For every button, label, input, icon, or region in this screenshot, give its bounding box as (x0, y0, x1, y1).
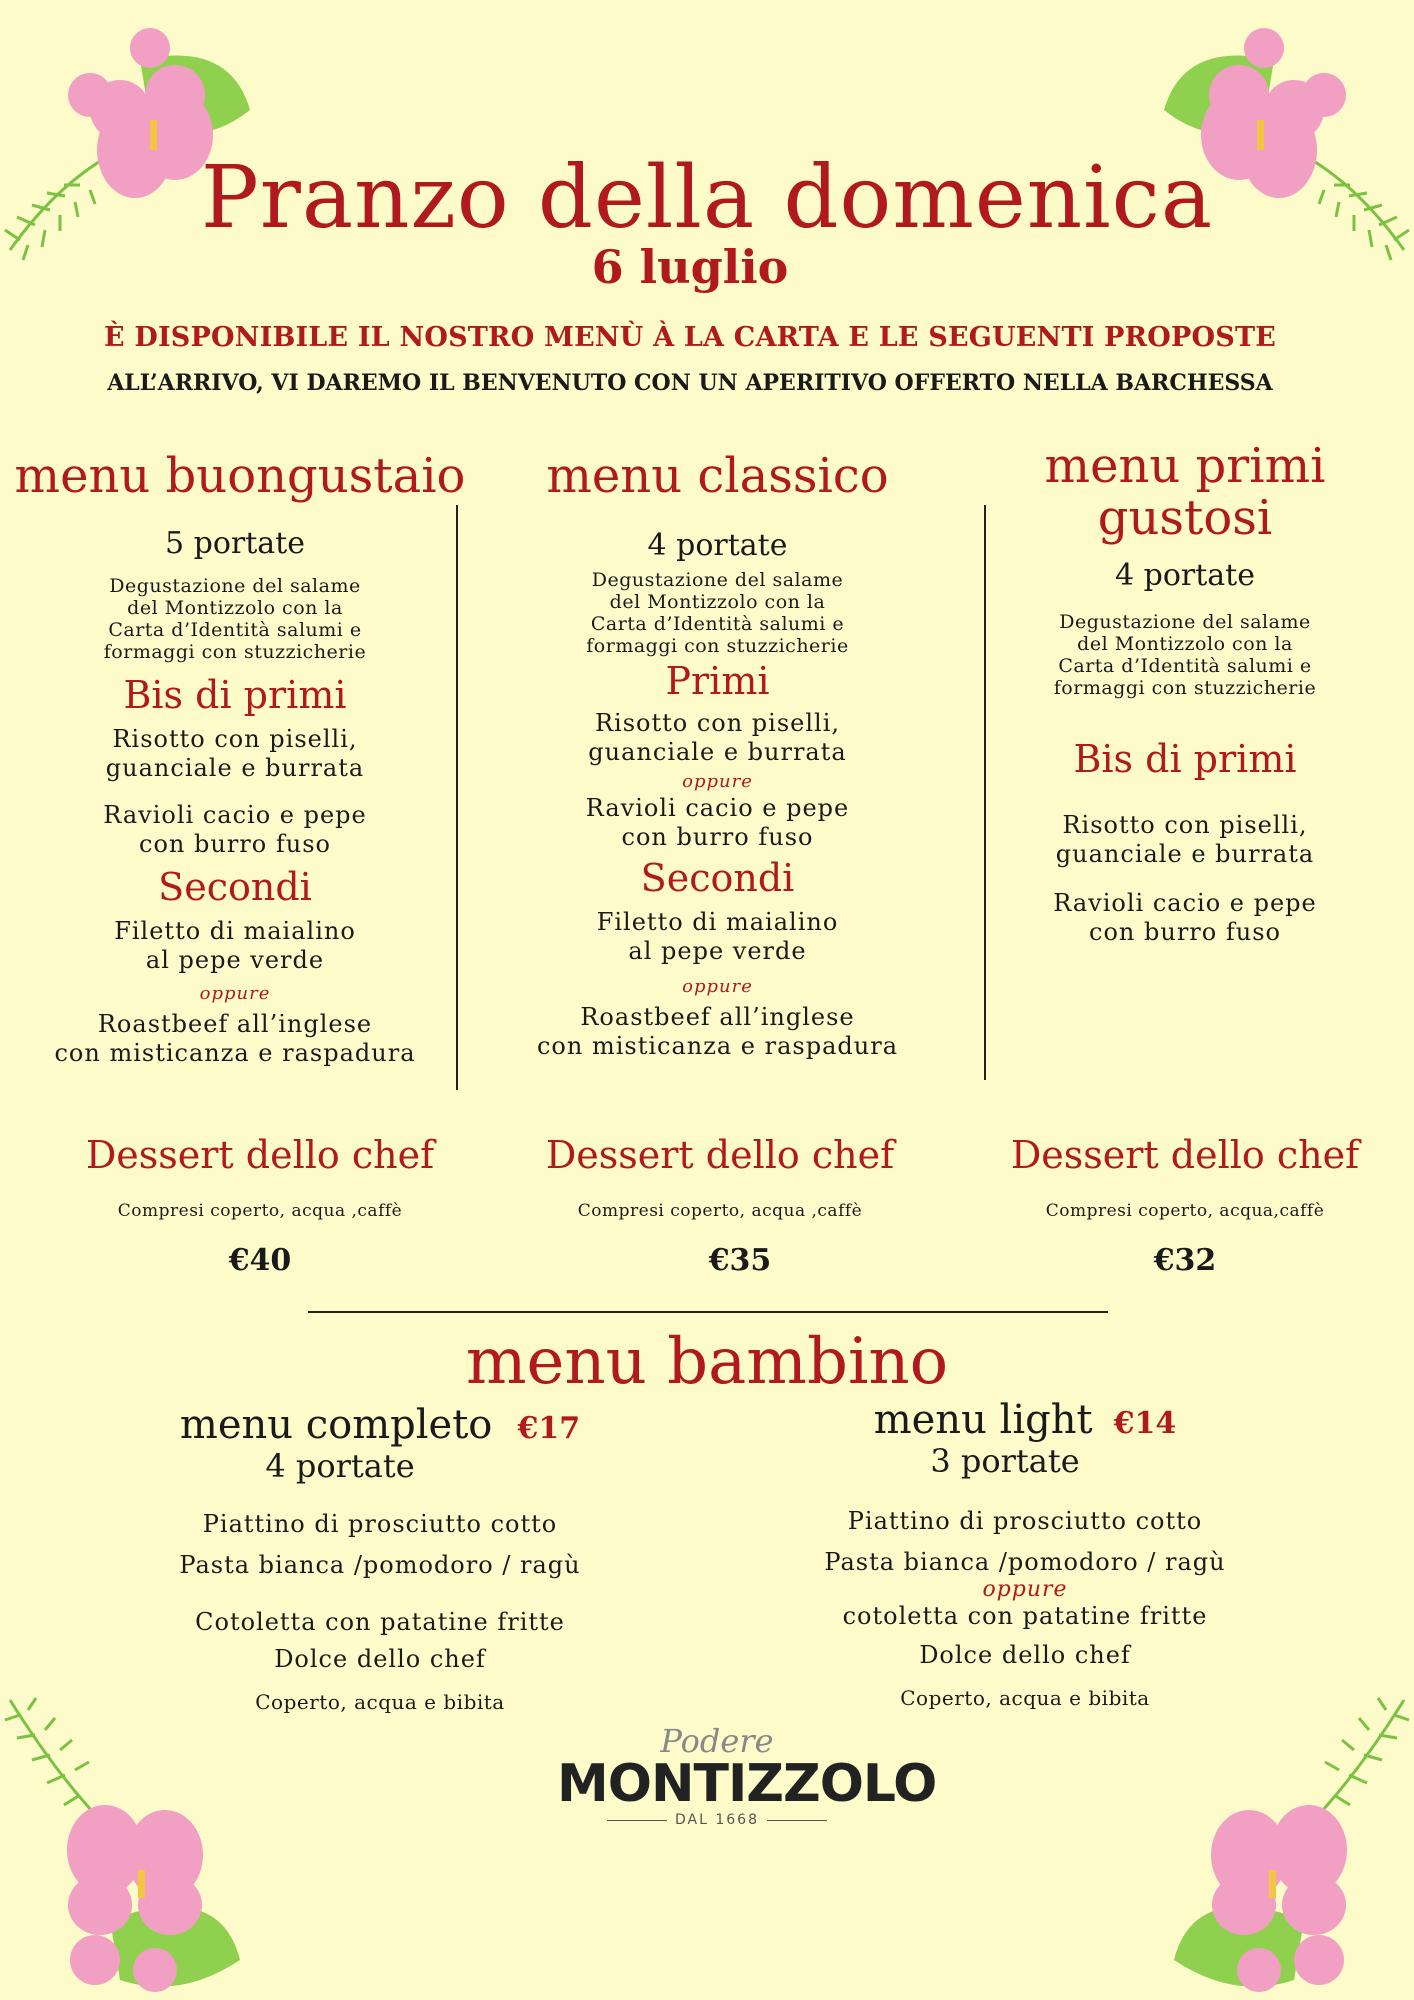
bambino-title: menu bambino (465, 1325, 949, 1399)
secondo-2: Roastbeef all’inglese con misticanza e raspadura (54, 1010, 416, 1067)
section-divider (308, 1311, 1108, 1313)
portate-count: 4 portate (647, 528, 788, 563)
dessert-title: Dessert dello chef (85, 1133, 435, 1177)
menu-title: menu buongustaio (14, 448, 466, 504)
light-item-2: Pasta bianca /pomodoro / ragù (824, 1548, 1226, 1576)
menu-title: menu classico (546, 448, 889, 504)
section-title-primi: Bis di primi (123, 673, 347, 717)
secondo-2: Roastbeef all’inglese con misticanza e raspadura (536, 1003, 899, 1060)
logo-name: MONTIZZOLO (557, 1754, 937, 1814)
light-item-4: Dolce dello chef (919, 1641, 1131, 1669)
menu-completo (140, 1402, 620, 1714)
light-price: €14 (1113, 1406, 1177, 1441)
completo-title: menu completo (179, 1402, 493, 1448)
oppure-label: oppure (682, 976, 753, 997)
logo-rule-left (607, 1820, 667, 1821)
completo-included: Coperto, acqua e bibita (255, 1690, 505, 1714)
portate-count: 5 portate (165, 526, 305, 561)
dessert-title: Dessert dello chef (545, 1133, 895, 1177)
primo-1: Risotto con piselli, guanciale e burrata (588, 709, 847, 766)
section-title-secondi: Secondi (158, 865, 312, 909)
starter-description: Degustazione del salame del Montizzolo con la Carta d’Identità salumi e formaggi con stuzzicherie (586, 569, 849, 657)
completo-item-3: Cotoletta con patatine fritte (195, 1608, 565, 1636)
footer-classico (480, 1133, 960, 1278)
price: €40 (228, 1243, 292, 1278)
price: €32 (1153, 1243, 1217, 1278)
included-note: Compresi coperto, acqua ,caffè (117, 1201, 403, 1221)
light-portate: 3 portate (930, 1442, 1080, 1480)
menu-title: menu primi gustosi (1044, 438, 1326, 546)
primo-2: Ravioli cacio e pepe con burro fuso (103, 801, 367, 858)
welcome-note: ALL’ARRIVO, VI DAREMO IL BENVENUTO CON UN APERITIVO OFFERTO NELLA BARCHESSA (107, 370, 1273, 396)
column-divider-right (984, 505, 986, 1080)
completo-header (140, 1402, 620, 1448)
included-note: Compresi coperto, acqua,caffè (1045, 1201, 1325, 1221)
logo-since-row (557, 1812, 877, 1828)
portate-count: 4 portate (1115, 558, 1255, 593)
logo-podere: Podere (660, 1722, 774, 1760)
completo-item-2: Pasta bianca /pomodoro / ragù (179, 1551, 581, 1579)
primo-2: Ravioli cacio e pepe con burro fuso (1053, 889, 1317, 946)
logo-since: DAL 1668 (675, 1812, 759, 1828)
event-date: 6 luglio (591, 240, 789, 294)
brand-logo (557, 1722, 937, 1828)
oppure-label: oppure (199, 983, 271, 1004)
menu-light (790, 1397, 1260, 1710)
completo-item-1: Piattino di prosciutto cotto (202, 1510, 558, 1538)
completo-portate: 4 portate (265, 1447, 415, 1485)
dessert-title: Dessert dello chef (1010, 1133, 1360, 1177)
floral-decoration-bottom-right (1154, 1680, 1414, 2000)
starter-description: Degustazione del salame del Montizzolo con la Carta d’Identità salumi e formaggi con stuzzicherie (1053, 611, 1317, 699)
included-note: Compresi coperto, acqua ,caffè (577, 1201, 863, 1221)
floral-decoration-bottom-left (0, 1680, 260, 2000)
section-title-primi: Bis di primi (1073, 737, 1297, 781)
starter-description: Degustazione del salame del Montizzolo con la Carta d’Identità salumi e formaggi con stuzzicherie (103, 575, 367, 663)
secondo-1: Filetto di maialino al pepe verde (596, 908, 839, 965)
secondo-1: Filetto di maialino al pepe verde (114, 917, 356, 974)
light-header (790, 1397, 1260, 1443)
primo-2: Ravioli cacio e pepe con burro fuso (585, 794, 850, 851)
primo-1: Risotto con piselli, guanciale e burrata (1055, 811, 1315, 868)
completo-price: €17 (517, 1411, 581, 1446)
completo-item-4: Dolce dello chef (274, 1645, 486, 1673)
menu-primi-gustosi (1000, 440, 1370, 947)
section-title-primi: Primi (665, 659, 770, 703)
footer-primi-gustosi (990, 1133, 1380, 1278)
footer-buongustaio (0, 1133, 520, 1278)
section-title-secondi: Secondi (640, 856, 795, 900)
light-title: menu light (873, 1397, 1093, 1443)
light-item-3: cotoletta con patatine fritte (842, 1602, 1208, 1630)
oppure-label: oppure (682, 771, 753, 792)
logo-rule-right (767, 1820, 827, 1821)
menu-classico (480, 450, 955, 1061)
page-title: Pranzo della domenica (200, 148, 1214, 248)
light-item-1: Piattino di prosciutto cotto (847, 1507, 1203, 1535)
light-included: Coperto, acqua e bibita (900, 1686, 1150, 1710)
menu-buongustaio (0, 450, 470, 1068)
primo-1: Risotto con piselli, guanciale e burrata (105, 725, 365, 782)
subtitle: È DISPONIBILE IL NOSTRO MENÙ À LA CARTA E LE SEGUENTI PROPOSTE (103, 322, 1277, 353)
price: €35 (708, 1243, 772, 1278)
oppure-label: oppure (982, 1577, 1068, 1602)
